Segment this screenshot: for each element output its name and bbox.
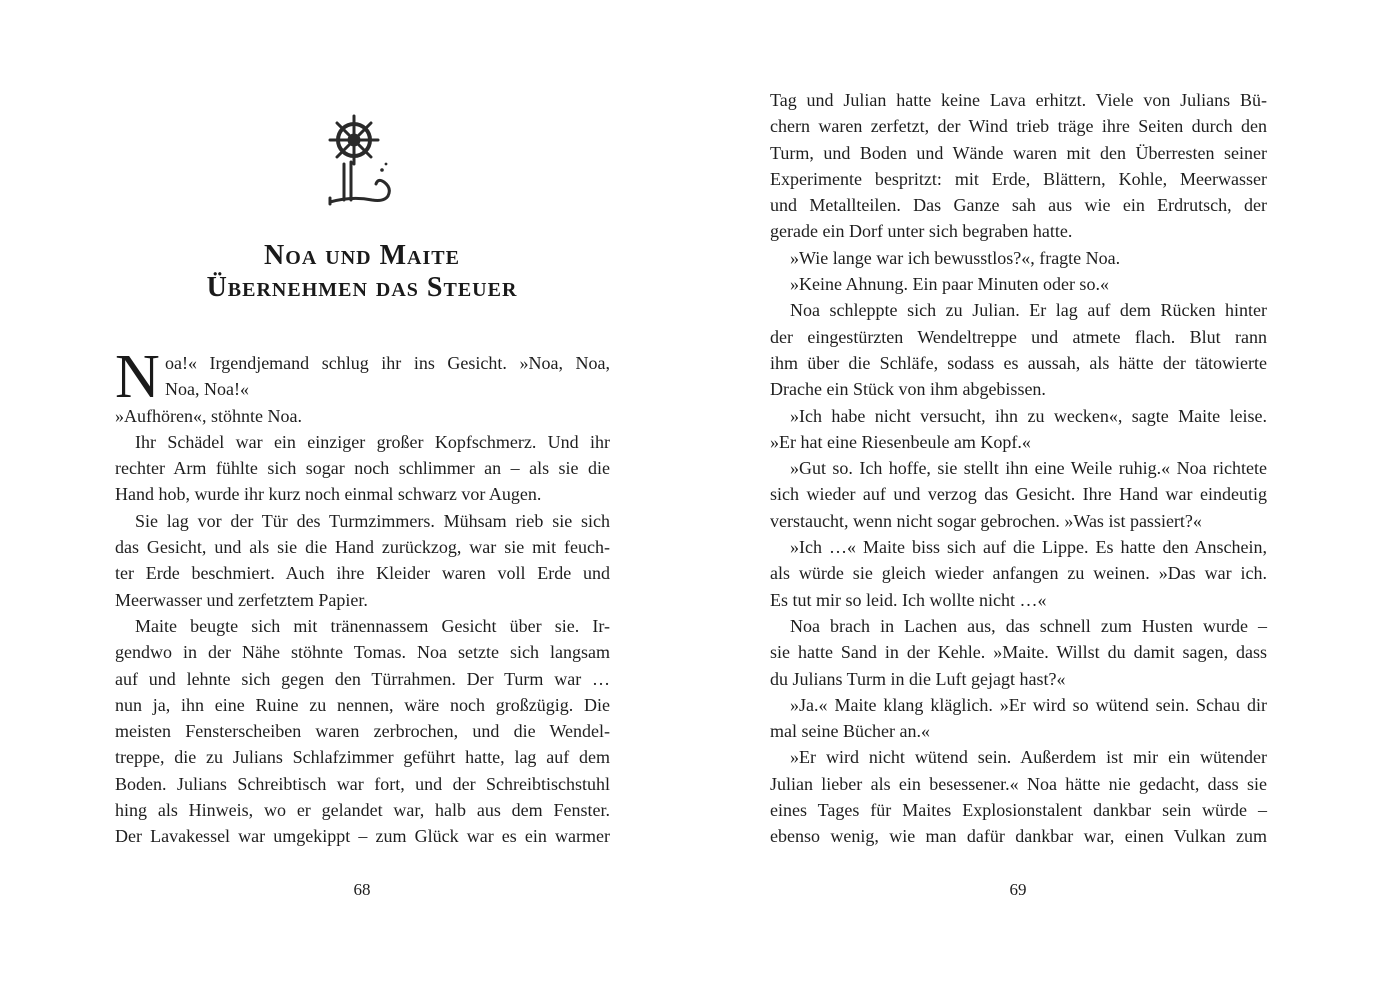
text-line: Boden. Julians Schreibtisch war fort, und der Schreibtischstuhl [115, 773, 610, 794]
text-line: »Ich habe nicht versucht, ihn zu wecken«, sagte Maite leise. [790, 405, 1267, 426]
text-line: »Er wird nicht wütend sein. Außerdem ist mir ein wütender [790, 747, 1267, 768]
text-line: ebenso wenig, wie man dafür dankbar war, einen Vulkan zum [770, 826, 1267, 847]
text-line: eines Tages für Maites Explosionstalent dankbar sein würde – [770, 800, 1267, 821]
text-line: mal seine Bücher an.« [770, 721, 930, 742]
page-number-right: 69 [1009, 880, 1027, 899]
text-line: Noa schleppte sich zu Julian. Er lag auf dem Rücken hinter [790, 300, 1267, 321]
text-line: du Julians Turm in die Luft gejagt hast?« [770, 668, 1066, 689]
text-line: nun ja, ihn eine Ruine zu nennen, wäre noch großzügig. Die [115, 694, 610, 715]
text-line: als würde sie gleich wieder anfangen zu weinen. »Das war ich. [770, 563, 1267, 584]
text-line: Drache ein Stück von ihm abgebissen. [770, 379, 1046, 400]
right-body-text [770, 87, 1267, 850]
text-line: das Gesicht, und als sie die Hand zurückzog, war sie mit feuch- [115, 537, 610, 558]
text-line: gerade ein Dorf unter sich begraben hatte. [770, 221, 1073, 242]
text-line: »Er hat eine Riesenbeule am Kopf.« [770, 431, 1031, 452]
text-line: der eingestürzten Wendeltreppe und atmete flach. Blut rann [770, 326, 1267, 347]
text-line: Julian lieber als ein besessener.« Noa hätte nie gedacht, dass sie [770, 773, 1267, 794]
drop-cap: N [115, 343, 160, 411]
text-line: ter Erde beschmiert. Auch ihre Kleider waren voll Erde und [115, 563, 610, 584]
text-line: »Ja.« Maite klang kläglich. »Er wird so wütend sein. Schau dir [790, 694, 1267, 715]
left-body-text [115, 350, 610, 850]
text-line: »Keine Ahnung. Ein paar Minuten oder so.« [790, 274, 1109, 295]
text-line: »Ich …« Maite biss sich auf die Lippe. Es hatte den Anschein, [790, 537, 1267, 558]
text-line: sich wieder auf und verzog das Gesicht. Ihre Hand war eindeutig [770, 484, 1267, 505]
text-line: rechter Arm fühlte sich sogar noch schlimmer an – als sie die [115, 458, 610, 479]
text-line: Turm, und Boden und Wände waren mit den Überresten seiner [770, 142, 1267, 163]
text-line: meisten Fensterscheiben waren zerbrochen, und die Wendel- [115, 721, 610, 742]
text-line: ihm über die Schläfe, sodass es aussah, als hätte der tätowierte [770, 352, 1267, 373]
page-number-left: 68 [353, 880, 371, 899]
text-line: Tag und Julian hatte keine Lava erhitzt. Viele von Julians Bü- [770, 90, 1267, 110]
text-line: Der Lavakessel war umgekippt – zum Glück war es ein warmer [115, 826, 610, 847]
text-line: Hand hob, wurde ihr kurz noch einmal schwarz vor Augen. [115, 484, 542, 505]
text-line: »Gut so. Ich hoffe, sie stellt ihn eine Weile ruhig.« Noa richtete [790, 458, 1267, 479]
text-line: »Wie lange war ich bewusstlos?«, fragte Noa. [790, 247, 1121, 268]
text-line: verstaucht, wenn nicht sogar gebrochen. »Was ist passiert?« [770, 510, 1202, 531]
text-line: chern waren zerfetzt, der Wind trieb träge ihre Seiten durch den [770, 116, 1267, 137]
right-page [690, 0, 1381, 1000]
text-line: Meerwasser und zerfetztem Papier. [115, 589, 368, 610]
text-line: Experimente bespritzt: mit Erde, Blättern, Kohle, Meerwasser [770, 168, 1267, 189]
text-line: Sie lag vor der Tür des Turmzimmers. Mühsam rieb sie sich [135, 510, 610, 531]
text-line: sie hatte Sand in der Kehle. »Maite. Willst du damit sagen, dass [770, 642, 1267, 663]
chapter-title-line-1: Noa und Maite [264, 240, 460, 271]
text-line: Es tut mir so leid. Ich wollte nicht …« [770, 589, 1047, 610]
text-line: Noa brach in Lachen aus, das schnell zum Husten wurde – [790, 615, 1267, 636]
text-line: »Aufhören«, stöhnte Noa. [115, 405, 302, 426]
text-line: Ihr Schädel war ein einziger großer Kopfschmerz. Und ihr [135, 431, 610, 452]
text-line: auf und lehnte sich gegen den Türrahmen. Der Turm war … [115, 668, 610, 689]
text-line: oa!« Irgendjemand schlug ihr ins Gesicht. »Noa, Noa, [165, 353, 610, 373]
text-line: Noa, Noa!« [165, 379, 249, 400]
ships-wheel-icon [322, 112, 402, 212]
text-line: Maite beugte sich mit tränennassem Gesicht über sie. Ir- [135, 615, 610, 636]
text-line: treppe, die zu Julians Schlafzimmer geführt hatte, lag auf dem [115, 747, 610, 768]
text-line: gendwo in der Nähe stöhnte Tomas. Noa setzte sich langsam [115, 642, 610, 663]
left-page [0, 0, 690, 1000]
chapter-title-line-2: Übernehmen das Steuer [206, 272, 518, 303]
text-line: hing als Hinweis, wo er gelandet war, halb aus dem Fenster. [115, 800, 610, 821]
text-line: und Metallteilen. Das Ganze sah aus wie ein Erdrutsch, der [770, 195, 1267, 216]
